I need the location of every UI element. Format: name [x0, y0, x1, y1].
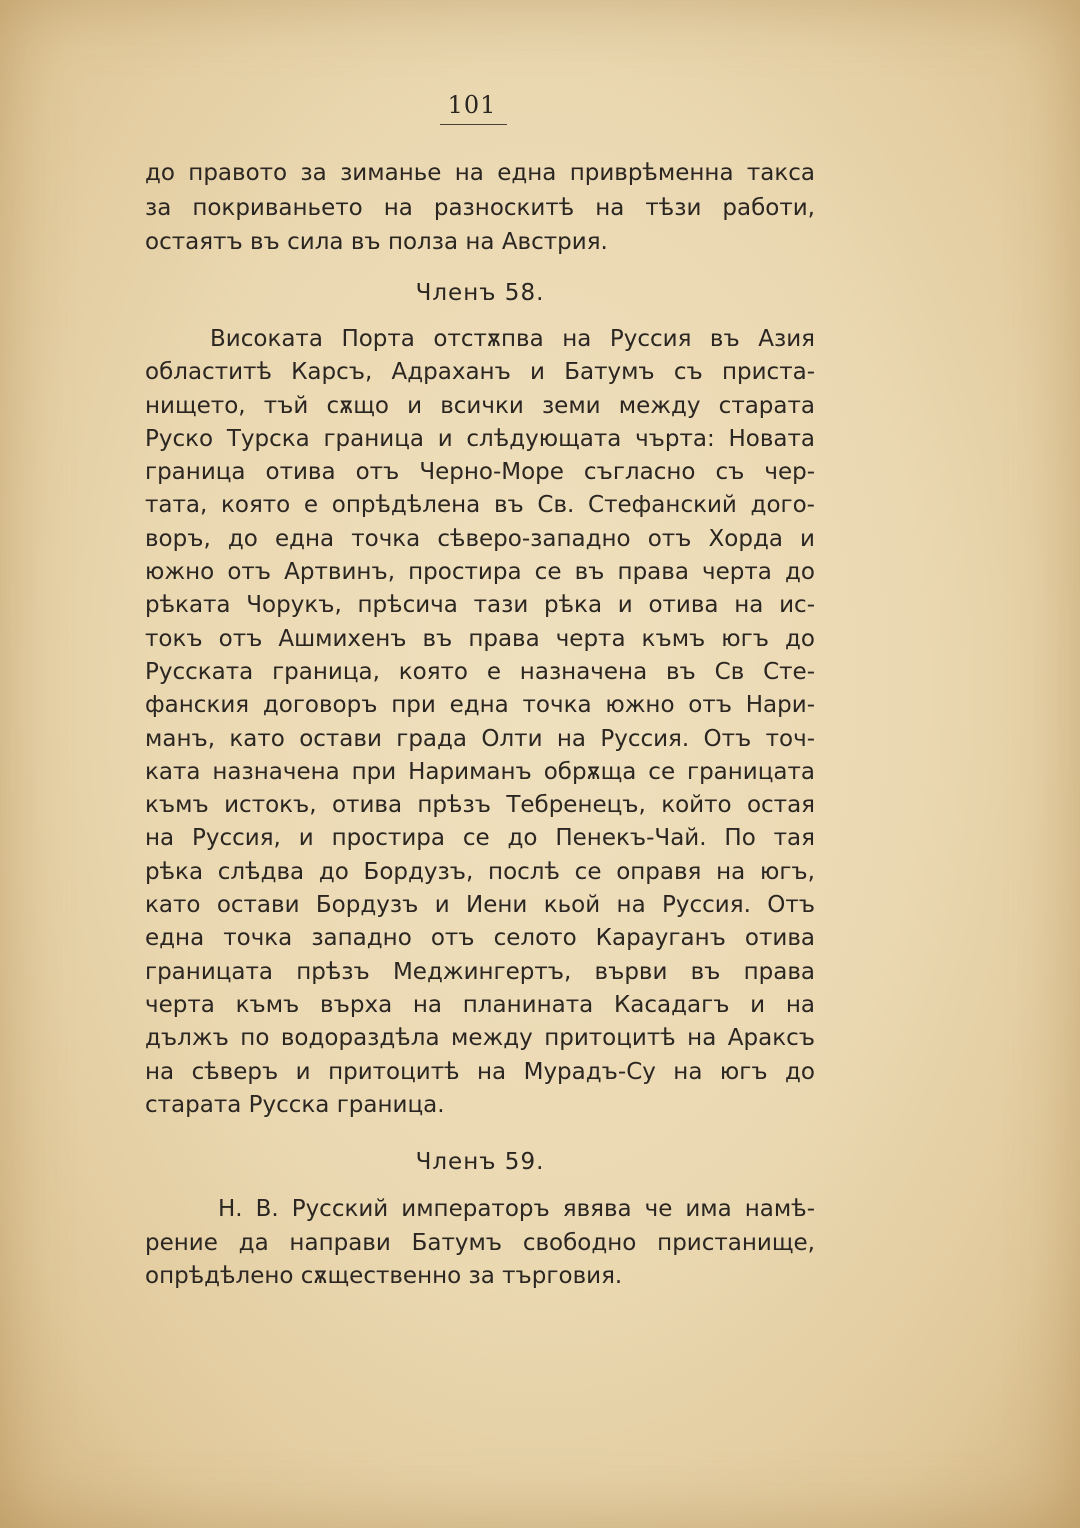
text-line: старата Русска граница.	[145, 1091, 445, 1118]
text-line: Руско Турска граница и слѣдующата чърта: Новата	[145, 425, 815, 452]
text-line: рение да направи Батумъ свободно пристанище,	[145, 1229, 815, 1256]
text-line: ката назначена при Нариманъ обрѫща се границата	[145, 758, 815, 785]
text-line: воръ, до една точка сѣверо-западно отъ Хорда и	[145, 525, 815, 552]
text-line: една точка западно отъ селото Карауганъ отива	[145, 925, 815, 952]
page-number-rule	[440, 124, 507, 125]
text-line: на Руссия, и простира се до Пенекъ-Чай. По тая	[145, 825, 815, 852]
text-line: граница отива отъ Черно-Море съгласно съ чер-	[145, 459, 815, 486]
text-line: черта къмъ върха на планината Касадагъ и на	[145, 991, 815, 1018]
article-59-heading: Членъ 59.	[415, 1149, 545, 1175]
text-line: границата прѣзъ Меджингертъ, върви въ права	[145, 958, 815, 985]
text-line: къмъ истокъ, отива прѣзъ Тебренецъ, който остая	[145, 792, 815, 819]
article-59-paragraph	[145, 1193, 815, 1294]
text-line: тата, която е опрѣдѣлена въ Св. Стефанский дого-	[145, 492, 815, 519]
page-number: 101	[447, 91, 497, 119]
text-line: южно отъ Артвинъ, простира се въ права черта до	[145, 559, 815, 586]
text-line: токъ отъ Ашмихенъ въ права черта къмъ югъ до	[145, 625, 815, 652]
text-line: нището, тъй сѫщо и всички земи между старата	[145, 392, 815, 419]
text-line: за покриваньето на разноскитѣ на тѣзи работи,	[145, 194, 815, 221]
article-58-heading: Членъ 58.	[415, 280, 545, 306]
text-line: рѣката Чорукъ, прѣсича тази рѣка и отива на ис-	[145, 592, 815, 619]
text-line: Високата Порта отстѫпва на Руссия въ Азия	[210, 326, 815, 352]
text-line: като остави Бордузъ и Иени кьой на Руссия. Отъ	[145, 892, 815, 919]
text-line: областитѣ Карсъ, Адраханъ и Батумъ съ приста-	[145, 359, 815, 386]
text-line: рѣка слѣдва до Бордузъ, послѣ се оправя на югъ,	[145, 858, 815, 885]
text-line: фанския договоръ при една точка южно отъ Нари-	[145, 692, 815, 719]
text-line: до правото за зиманье на една приврѣменна такса	[145, 160, 815, 186]
text-line: на сѣверъ и притоцитѣ на Мурадъ-Су на югъ до	[145, 1058, 815, 1085]
text-line: манъ, като остави града Олти на Руссия. Отъ точ-	[145, 725, 815, 752]
continuation-paragraph	[145, 156, 815, 260]
text-line: опрѣдѣлено сѫщественно за търговия.	[145, 1263, 623, 1289]
text-line: дължъ по водораздѣла между притоцитѣ на Араксъ	[145, 1025, 815, 1052]
text-line: Русската граница, която е назначена въ Св Сте-	[145, 658, 815, 685]
text-line: остаятъ въ сила въ полза на Австрия.	[145, 229, 608, 255]
article-58-paragraph	[145, 323, 815, 1122]
text-line: Н. В. Русский императоръ явява че има намѣ-	[218, 1196, 815, 1222]
